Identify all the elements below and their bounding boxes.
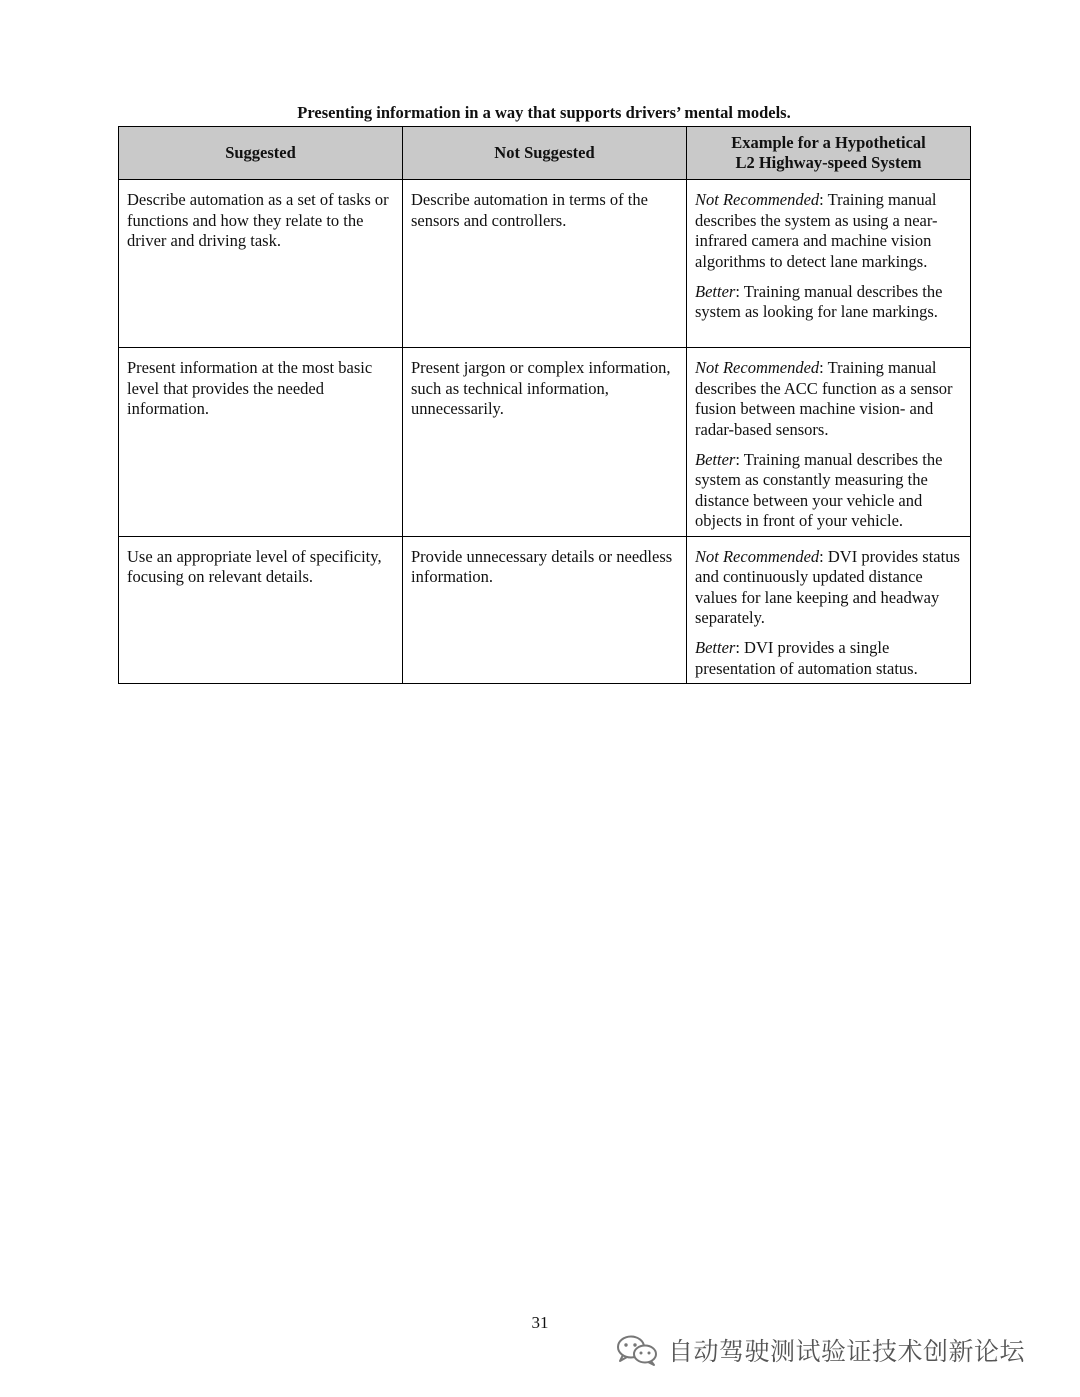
header-not-suggested: Not Suggested (403, 127, 687, 180)
header-example (687, 127, 971, 180)
header-example-line1: Example for a Hypothetical (731, 133, 926, 152)
not-recommended-label: Not Recommended (695, 190, 820, 209)
table-header-row (119, 127, 971, 180)
not-suggested-cell: Present jargon or complex information, such as technical information, unnecessarily. (403, 348, 687, 537)
not-recommended-example (695, 358, 962, 440)
not-recommended-example (695, 547, 962, 629)
suggested-cell: Use an appropriate level of specificity, focusing on relevant details. (119, 536, 403, 684)
table-row (119, 536, 971, 684)
example-cell (687, 180, 971, 348)
better-text: : DVI provides a single presentation of automation status. (695, 638, 918, 678)
better-label: Better (695, 281, 736, 301)
guidelines-table (118, 126, 971, 684)
better-text: : Training manual describes the system as constantly measuring the distance between your vehicle and objects in front of your vehicle. (695, 449, 943, 530)
not-recommended-label: Not Recommended (695, 546, 820, 566)
watermark-text: 自动驾驶测试验证技术创新论坛 (668, 1337, 1026, 1366)
not-suggested-cell: Describe automation in terms of the sensors and controllers. (403, 180, 687, 348)
not-recommended-label: Not Recommended (695, 358, 820, 377)
header-example-line2: L2 Highway-speed System (735, 153, 922, 172)
wechat-icon (614, 1333, 660, 1367)
table-row (119, 180, 971, 348)
not-recommended-text: : DVI provides status and continuously updated distance values for lane keeping and headway separately. (695, 546, 960, 627)
table-row (119, 348, 971, 537)
better-example (695, 282, 962, 323)
better-label: Better (695, 638, 736, 657)
example-cell (687, 348, 971, 537)
suggested-cell: Describe automation as a set of tasks or functions and how they relate to the driver and driving task. (119, 180, 403, 348)
not-recommended-text: : Training manual describes the system as using a near-infrared camera and machine vision algorithms to detect lane markings. (695, 190, 938, 271)
better-example (695, 450, 962, 532)
not-recommended-example (695, 190, 962, 272)
suggested-cell: Present information at the most basic level that provides the needed information. (119, 348, 403, 537)
page-number: 31 (531, 1313, 549, 1332)
watermark (614, 1330, 1025, 1370)
example-cell (687, 536, 971, 684)
not-suggested-cell: Provide unnecessary details or needless information. (403, 536, 687, 684)
better-example (695, 638, 962, 679)
better-text: : Training manual describes the system as looking for lane markings. (695, 281, 943, 321)
table-caption: Presenting information in a way that supports drivers’ mental models. (297, 103, 791, 122)
header-suggested: Suggested (119, 127, 403, 180)
not-recommended-text: : Training manual describes the ACC function as a sensor fusion between machine vision- and radar-based sensors. (695, 358, 953, 439)
better-label: Better (695, 449, 736, 469)
